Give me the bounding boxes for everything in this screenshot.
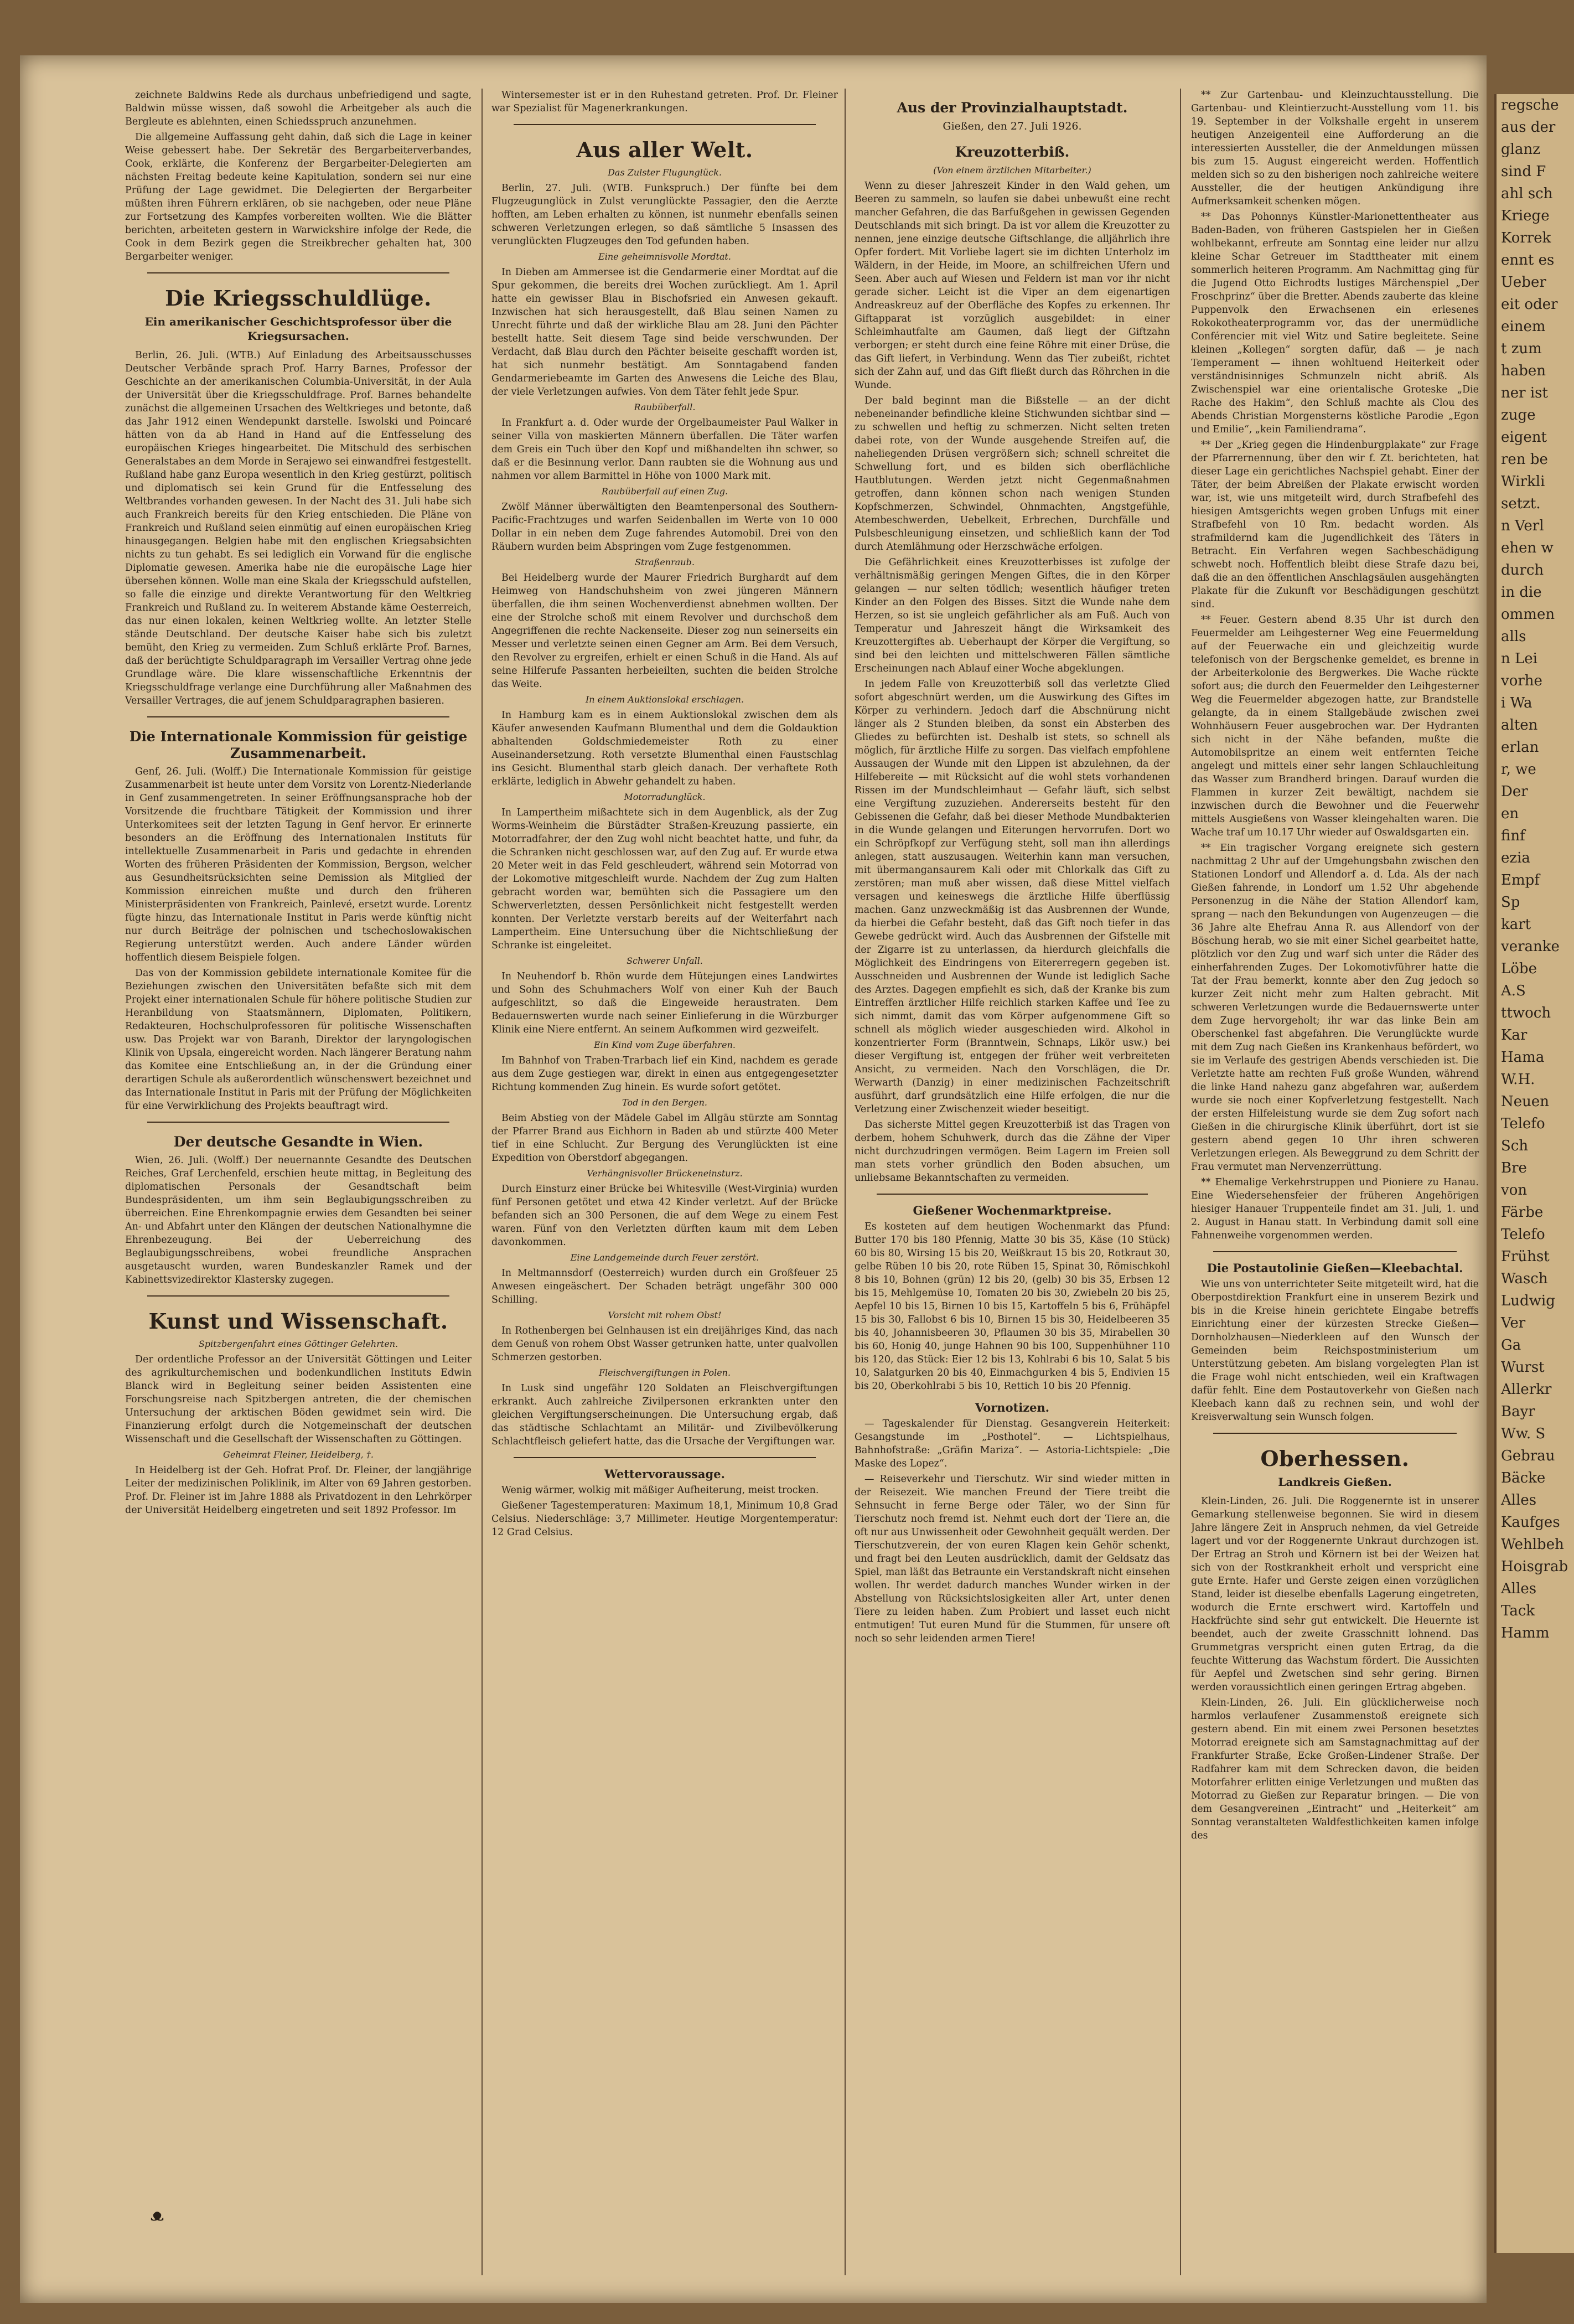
adjacent-page-fragment: en: [1501, 805, 1519, 822]
adjacent-page-fragment: Telefo: [1501, 1115, 1545, 1132]
paragraph: Berlin, 26. Juli. (WTB.) Auf Einladung des Arbeitsausschusses Deutscher Verbände sprach Prof. Harry Barnes, Professor der Geschichte an der amerikanischen Columbia-Universität, in der Aula der Universität über die Kriegsschuldfrage. Prof. Barnes behandelte zunächst die allgemeinen Ursachen des Weltkrieges und betonte, daß das Jahr 1912 einen Wendepunkt darstelle. Iswolski und Poincaré hätten von da ab Hand in Hand auf die Entfesselung des europäischen Krieges hingearbeitet. Die Mitschuld des serbischen Generalstabes an dem Morde in Serajewo sei einwandfrei festgestellt. Rußland habe ganz Europa wesentlich in den Krieg gestürzt, politisch und diplomatisch sei kein Grund für die Entfesselung des Weltbrandes vorhanden gewesen. In der Nacht des 31. Juli habe sich auch Frankreich bereits für den Krieg entschieden. Die Pläne von Frankreich und Rußland seien einmütig auf einen europäischen Krieg hinausgegangen. Belgien habe mit den englischen Kriegsabsichten nichts zu tun gehabt. Es sei lediglich ein Vorwand für die englische Diplomatie gewesen. Amerika habe nie die europäische Lage hier übersehen können. Wolle man eine Skala der Kriegsschuld aufstellen, so falle die einzige und direkte Verantwortung für den Weltkrieg Frankreich und Rußland zu. In weiterem Abstande käme Oesterreich, das nur einen lokalen, keinen Weltkrieg wollte. An letzter Stelle stände Deutschland. Der deutsche Kaiser habe sich bis zuletzt bemüht, den Krieg zu vermeiden. Zum Schluß erklärte Prof. Barnes, daß der berüchtigte Schuldparagraph im Versailler Vertrag ohne jede Grundlage wäre. Die klare wissenschaftliche Erkenntnis der Kriegsschuldfrage verlange eine Durchführung aller Maßnahmen des Versailler Vertrages, die auf jenem Schuldparagraphen basieren.: [125, 350, 472, 706]
adjacent-page-fragment: Bre: [1501, 1160, 1527, 1176]
paragraph: — Tageskalender für Dienstag. Gesangverein Heiterkeit: Gesangstunde im „Posthotel“. — Lichtspielhaus, Bahnhofstraße: „Gräfin Mariza“. — Astoria-Lichtspiele: „Die Maske des Lopez“.: [855, 1418, 1170, 1469]
paragraph: Das sicherste Mittel gegen Kreuzotterbiß ist das Tragen von derbem, hohem Schuhwerk, durch das die Zähne der Viper nicht durchzudringen vermögen. Beim Lagern im Freien soll man stets vorher gründlich den Boden absuchen, um unliebsame Bekanntschaften zu vermeiden.: [855, 1119, 1170, 1184]
adjacent-page-fragment: kart: [1501, 916, 1531, 933]
adjacent-page-fragment: Frühst: [1501, 1248, 1550, 1265]
paragraph: Gießener Tagestemperaturen: Maximum 18,1, Minimum 10,8 Grad Celsius. Niederschläge: 3,7 Millimeter. Heutige Morgentemperatur: 12 Grad Celsius.: [491, 1500, 838, 1538]
divider: [147, 1122, 449, 1123]
adjacent-page-fragment: n Verl: [1501, 518, 1544, 534]
paragraph: In Lampertheim mißachtete sich in dem Augenblick, als der Zug Worms-Weinheim die Bürstädter Straßen-Kreuzung passierte, ein Motorradfahrer, der den Zug wohl nicht beachtet hatte, und fuhr, da die Schranken nicht geschlossen war, auf den Zug auf. Er wurde etwa 20 Meter weit in das Feld geschleudert, während sein Motorrad von der Lokomotive mitgeschleift wurde. Nachdem der Zug zum Halten gebracht worden war, bemühten sich die Passagiere um den Schwerverletzten, dessen Persönlichkeit nicht festgestellt werden konnten. Der Verletzte verstarb bereits auf der Weiterfahrt nach Lampertheim. Eine Untersuchung über die Nichtschließung der Schranke ist eingeleitet.: [491, 807, 838, 951]
column-rule: [481, 89, 483, 2275]
column-1: [125, 89, 472, 2281]
paragraph: — Reiseverkehr und Tierschutz. Wir sind wieder mitten in der Reisezeit. Wie manchen Freund der Tiere treibt die Sehnsucht in ferne Berge oder Täler, wo der Sinn für Tierschutz noch fremd ist. Nehmt euch dort der Tiere an, die oft nur aus Unwissenheit oder Gewohnheit gequält werden. Der Tierschutzverein, der von euren Klagen kein Gehör schenkt, und fragt bei den Leuten ausdrücklich, damit der Geldsatz das Spiel, man läßt das Betraunte ein Verstandskraft nicht einsehen wollen. Ihr werdet dadurch manches Wunder wirken in der Abstellung von Rücksichtslosigkeiten aller Art, unter denen Tiere zu leiden haben. Zum Probiert und lasset euch nicht entmutigen! Tut euren Mund für die Stummen, für unsere oft noch so sehr leidenden armen Tiere!: [855, 1474, 1170, 1644]
adjacent-page-fragment: aus der: [1501, 119, 1556, 136]
paragraph: Wien, 26. Juli. (Wolff.) Der neuernannte Gesandte des Deutschen Reiches, Graf Lerchenfeld, erschien heute mittag, in Begleitung des diplomatischen Personals der Gesandtschaft beim Bundespräsidenten, um ihm sein Beglaubigungsschreiben zu überreichen. Eine Ehrenkompagnie erwies dem Gesandten bei seiner An- und Abfahrt unter den Klängen der deutschen Nationalhymne die Ehrenbezeugung. Bei der Ueberreichung des Beglaubigungsschreibens, wobei freundliche Ansprachen ausgetauscht wurden, waren Bundeskanzler Ramek und der Kabinettsvizedirektor Klastersky zugegen.: [125, 1155, 472, 1285]
adjacent-page-fragment: Der: [1501, 783, 1528, 800]
headline-gesandte: Der deutsche Gesandte in Wien.: [173, 1134, 423, 1150]
adjacent-page-fragment: ehen w: [1501, 540, 1554, 556]
paragraph: In jedem Falle von Kreuzotterbiß soll das verletzte Glied sofort abgeschnürt werden, um die Auswirkung des Giftes im Körper zu verhindern. Jedoch darf die Abschnürung nicht länger als 2 Stunden bleiben, da sonst ein Absterben des Gliedes zu befürchten ist. Deshalb ist stets, so schnell als möglich, für ärztliche Hilfe zu sorgen. Das vielfach empfohlene Aussaugen der Wunde mit den Lippen ist abzulehnen, da der Hilfebereite — mit Rücksicht auf die wohl stets vorhandenen Rissen im der Mundschleimhaut — Gefahr läuft, sich selbst eine Vergiftung zuzuziehen. Andererseits besteht für den Gebissenen die Gefahr, daß bei dieser Methode Mundbakterien in die Wunde gelangen und Eiterungen hervorrufen. Dort wo ein Schröpfkopf zur Verfügung steht, soll man ihn allerdings anlegen, statt auszusaugen. Weiterhin kann man versuchen, mit übermangansaurem Kali oder mit Chlorkalk das Gift zu zerstören; man muß aber wissen, daß diese Mittel vielfach versagen und keineswegs die ärztliche Hilfe überflüssig machen. Ganz unzweckmäßig ist das Ausbrennen der Wunde, da hierbei die Gefahr besteht, daß das Gift noch tiefer in das Gewebe gedrückt wird. Auch das Ausbrennen der Gifstelle mit der Zigarre ist zu unterlassen, da hierdurch gleichfalls die Möglichkeit des Eindringens von Eitererregern gegeben ist. Ausschneiden und Ausbrennen der Wunde ist lediglich Sache des Arztes. Dagegen empfiehlt es sich, daß der Kranke bis zum Eintreffen ärztlicher Hilfe reichlich starken Kaffee und Tee zu sich nimmt, damit das vom Körper aufgenommene Gift so schnell als möglich wieder ausgeschieden wird. Alkohol in konzentrierter Form (Branntwein, Schnaps, Likör usw.) bei dieser Vergiftung ist, entgegen der früher weit verbreiteten Ansicht, zu vermeiden. Nach den Vorschlägen, die Dr. Werwarth (Danzig) in einer medizinischen Fachzeitschrift ausführt, darf grundsätzlich eine Hilfe erfolgen, die nur die Verletzung einer Zwischenzeit wieder beseitigt.: [855, 679, 1170, 1115]
subheadline: Eine Landgemeinde durch Feuer zerstört.: [570, 1252, 759, 1263]
adjacent-page-fragment: W.H.: [1501, 1071, 1535, 1088]
adjacent-page-fragment: eit oder: [1501, 296, 1558, 313]
subheadline: Landkreis Gießen.: [1278, 1475, 1392, 1489]
adjacent-page-fragment: Wehlbeh: [1501, 1536, 1564, 1553]
byline: (Von einem ärztlichen Mitarbeiter.): [933, 165, 1091, 175]
adjacent-page-fragment: finf: [1501, 828, 1525, 844]
subheadline: Schwerer Unfall.: [627, 956, 703, 966]
adjacent-page-fragment: Korrek: [1501, 230, 1551, 246]
paragraph: In Meltmannsdorf (Oesterreich) wurden durch ein Großfeuer 25 Anwesen eingeäschert. Der Schaden beträgt ungefähr 300 000 Schilling.: [491, 1268, 838, 1305]
adjacent-page-fragment: in die: [1501, 584, 1542, 601]
paragraph: In Frankfurt a. d. Oder wurde der Orgelbaumeister Paul Walker in seiner Villa von maskierten Männern überfallen. Die Täter warfen dem Greis ein Tuch über den Kopf und mißhandelten ihn schwer, so daß er die Besinnung verlor. Dann raubten sie die Wohnung aus und nahmen vor allem Barmittel in Höhe von 1000 Mark mit.: [491, 417, 838, 482]
column-4: [1191, 89, 1479, 2281]
paragraph: ** Ehemalige Verkehrstruppen und Pioniere zu Hanau. Eine Wiedersehensfeier der früheren Angehörigen hiesiger Hanauer Truppenteile findet am 31. Juli, 1. und 2. August in Hanau statt. In Verbindung damit soll eine Fahnenweihe vorgenommen werden.: [1191, 1177, 1479, 1241]
paragraph: Klein-Linden, 26. Juli. Die Roggenernte ist in unserer Gemarkung stellenweise begonnen. Sie wird in diesem Jahre längere Zeit in Anspruch nehmen, da viel Getreide lagert und vor der Roggenernte Unkraut durchzogen ist. Der Ertrag an Stroh und Körnern ist bei der Weizen hat sich von der Rostkrankheit erholt und verspricht eine gute Ernte. Hafer und Gerste zeigen einen vorzüglichen Stand, leider ist dieselbe ebenfalls Lagerung eingetreten, wodurch die Ernte erschwert wird. Kartoffeln und Hackfrüchte sind sehr gut entwickelt. Die Heuernte ist beendet, auch der zweite Grasschnitt lohnend. Das Grummetgras verspricht einen guten Ertrag, da die feuchte Witterung das Wachstum fördert. Die Aussichten für Aepfel und Zwetschen sind sehr gering. Birnen werden voraussichtlich einen geringen Ertrag abgeben.: [1191, 1496, 1479, 1693]
adjacent-page-fragment: ezia: [1501, 850, 1530, 866]
adjacent-page-fragment: Ww. S: [1501, 1426, 1546, 1442]
adjacent-page-fragment: vorhe: [1501, 673, 1542, 689]
adjacent-page-fragment: setzt.: [1501, 495, 1541, 512]
adjacent-page-fragment: Alles: [1501, 1492, 1537, 1509]
divider: [147, 1295, 449, 1297]
divider: [1213, 1433, 1457, 1434]
adjacent-page-fragment: Sp: [1501, 894, 1520, 911]
paragraph: Das von der Kommission gebildete internationale Komitee für die Beziehungen zwischen den Universitäten befaßte sich mit dem Projekt einer internationalen Schule für höhere politische Studien zur Heranbildung von Staatsmännern, Diplomaten, Politikern, Redakteuren, Hochschulprofessoren für politische Wissenschaften usw. Das Projekt war von Baranh, Direktor der laryngologischen Klinik von Upsala, eingereicht worden. Nach längerer Beratung nahm das Komitee eine Entschließung an, in der die Gründung einer derartigen Schule als außerordentlich wünschenswert bezeichnet und das Internationale Institut in Paris mit der Prüfung der Möglichkeiten für eine Verwirklichung des Projekts beauftragt wird.: [125, 968, 472, 1112]
paragraph: Berlin, 27. Juli. (WTB. Funkspruch.) Der fünfte bei dem Flugzeugunglück in Zulst verunglückte Passagier, den die Aerzte hofften, am Leben erhalten zu können, ist nunmehr ebenfalls seinen schweren Verletzungen erlegen, so daß sämtliche 5 Insassen des verunglückten Flugzeuges den Tod gefunden haben.: [491, 183, 838, 247]
paragraph: Genf, 26. Juli. (Wolff.) Die Internationale Kommission für geistige Zusammenarbeit ist heute unter dem Vorsitz von Lorentz-Niederlande in Genf zusammengetreten. In seiner Eröffnungsansprache hob der Vorsitzende die fruchtbare Tätigkeit der Kommission und ihrer Unterkomitees seit der letzten Tagung in Genf hervor. Er erinnerte besonders an die Eröffnung des Internationalen Instituts für intellektuelle Zusammenarbeit in Paris und gedachte in ehrenden Worten des früheren Präsidenten der Kommission, Bergson, welcher aus Gesundheitsrücksichten seine Demission als Mitglied der Kommission einreichen mußte und durch den früheren Ministerpräsidenten von Frankreich, Painlevé, ersetzt wurde. Lorentz fügte hinzu, das Internationale Institut in Paris werde künftig nicht nur durch Beiträge der polnischen und tschechoslowakischen Regierung unterstützt werden. Auch andere Länder würden hoffentlich diesem Beispiele folgen.: [125, 766, 472, 963]
paragraph: Beim Abstieg von der Mädele Gabel im Allgäu stürzte am Sonntag der Pfarrer Brand aus Eichhorn in Baden ab und stürzte 400 Meter tief in eine Schlucht. Zur Bergung des Verunglückten ist eine Expedition von Oberstdorf abgegangen.: [491, 1113, 838, 1164]
adjacent-page-fragment: n Lei: [1501, 650, 1537, 667]
adjacent-page-fragment: sind F: [1501, 163, 1546, 180]
paragraph: Wintersemester ist er in den Ruhestand getreten. Prof. Dr. Fleiner war Spezialist für Magenerkrankungen.: [491, 90, 838, 114]
column-3: [855, 89, 1170, 2281]
adjacent-page-fragment: Färbe: [1501, 1204, 1544, 1221]
adjacent-page-fragment: Hama: [1501, 1049, 1545, 1066]
adjacent-page-fragment: ttwoch: [1501, 1005, 1551, 1021]
headline-kunst: Kunst und Wissenschaft.: [148, 1309, 448, 1334]
paragraph: Der bald beginnt man die Bißstelle — an der dicht nebeneinander befindliche kleine Stichwunden sichtbar sind — zu schwellen und heftig zu schmerzen. Nicht selten treten dabei rote, von der Wunde ausgehende Streifen auf, die naheliegenden Drüsen vergrößern sich; schnell schreitet die Schwellung fort, und es bilden sich oberflächliche Hautblutungen. Werden jetzt nicht Gegenmaßnahmen getroffen, dann können schon nach wenigen Stunden Kopfschmerzen, Schwindel, Ohnmachten, Angstgefühle, Atembeschwerden, Uebelkeit, Erbrechen, Durchfälle und Pulsbeschleunigung einsetzen, und schließlich kann der Tod durch Atemlähmung oder Herzschwäche erfolgen.: [855, 395, 1170, 552]
adjacent-page-fragment: regsche: [1501, 97, 1559, 113]
adjacent-page-fragment: ren be: [1501, 451, 1548, 468]
headline-postautolinie: Die Postautolinie Gießen—Kleebachtal.: [1207, 1261, 1463, 1275]
headline-wetter: Wettervoraussage.: [604, 1467, 725, 1481]
adjacent-page-fragment: glanz: [1501, 141, 1540, 158]
paragraph: Der ordentliche Professor an der Universität Göttingen und Leiter des agrikulturchemischen und bodenkundlichen Instituts Edwin Blanck wird in Begleitung seiner beiden Assistenten eine Forschungsreise nach Spitzbergen antreten, die der chemischen Untersuchung der arktischen Böden gewidmet sein wird. Die Finanzierung erfolgt durch die Notgemeinschaft der deutschen Wissenschaft und die Gesellschaft der Wissenschaften zu Göttingen.: [125, 1354, 472, 1445]
dateline: Gießen, den 27. Juli 1926.: [943, 120, 1082, 132]
adjacent-page-fragment: alten: [1501, 717, 1538, 734]
paragraph: zeichnete Baldwins Rede als durchaus unbefriedigend und sagte, Baldwin müsse wissen, daß sowohl die Arbeitgeber als auch die Bergleute es ablehnten, einen Schiedsspruch anzunehmen.: [125, 90, 472, 127]
adjacent-page-fragment: Wasch: [1501, 1271, 1548, 1287]
headline-provinzialhauptstadt: Aus der Provinzialhauptstadt.: [897, 100, 1128, 116]
subheadline: Motorradunglück.: [624, 792, 706, 802]
newspaper-page: [20, 55, 1487, 2303]
adjacent-page-fragment: Ludwig: [1501, 1293, 1555, 1309]
divider: [147, 716, 449, 717]
adjacent-page-fragment: zuge: [1501, 407, 1536, 424]
adjacent-page-fragment: Ueber: [1501, 274, 1546, 291]
paragraph: ** Der „Krieg gegen die Hindenburgplakate“ zur Frage der Pfarrernennung, über den wir f. Zt. berichteten, hat dieser Lage ein gerichtliches Nachspiel gehabt. Einer der Täter, der beim Abreißen der Plakate erwischt worden war, ist, wie uns mitgeteilt wird, durch Strafbefehl des hiesigen Amtsgerichts wegen groben Unfugs mit einer Strafbefehl von 10 Rm. bedacht worden. Als strafmildernd kam die Jugendlichkeit des Täters in Betracht. Ein Verfahren wegen Sachbeschädigung schwebt noch. Hoffentlich bleibt diese Strafe dazu bei, daß die an den öffentlichen Anschlagsäulen ausgehängten Plakate für die Zukunft vor Beschädigungen geschützt sind.: [1191, 440, 1479, 610]
adjacent-page-fragment: alls: [1501, 628, 1526, 645]
paragraph: Die allgemeine Auffassung geht dahin, daß sich die Lage in keiner Weise gebessert habe. Der Sekretär des Bergarbeiterverbandes, Cook, erklärte, die Konferenz der Bergarbeiter-Delegierten am nächsten Freitag bedeute keine Kapitulation, sondern sei nur eine Prüfung der Lage gewidmet. Die Delegierten der Bergarbeiter müßten ihren Führern erklären, ob sie nachgeben, oder neue Pläne zur Fortsetzung des Kampfes vorbereiten wollten. Wie die Blätter berichten, arbeiteten gestern in Warwickshire infolge der Rede, die Cook in dem Bezirk gegen die Streikbrecher gehalten hat, 300 Bergarbeiter weniger.: [125, 132, 472, 262]
divider: [1213, 1251, 1457, 1252]
headline-vornotizen: Vornotizen.: [975, 1401, 1050, 1414]
headline-kreuzotterbiss: Kreuzotterbiß.: [955, 144, 1070, 160]
adjacent-page-fragment: Bayr: [1501, 1403, 1535, 1420]
adjacent-page-fragment: Empf: [1501, 872, 1540, 889]
paragraph: In Hamburg kam es in einem Auktionslokal zwischen dem als Käufer anwesenden Kaufmann Blumenthal und dem die Goldauktion abhaltenden Goldschmiedemeister Roth zu einer Auseinandersetzung. Roth versetzte Blumenthal einen Faustschlag ins Gesicht. Blumenthal starb gleich danach. Der verhaftete Roth erklärte, lediglich in Abwehr gehandelt zu haben.: [491, 710, 838, 787]
paragraph: ** Zur Gartenbau- und Kleinzuchtausstellung. Die Gartenbau- und Kleintierzucht-Ausstellung vom 11. bis 19. September in der Volkshalle ergeht in unserem heutigen Anzeigenteil eine Aufforderung an die interessierten Aussteller, die der Anmeldungen müssen bis zum 15. August eingereicht werden. Hoffentlich melden sich so zu den bisherigen noch zahlreiche weitere Aussteller, die der heutigen Ankündigung ihre Aufmerksamkeit schenken mögen.: [1191, 90, 1479, 207]
adjacent-page-fragment: durch: [1501, 562, 1544, 579]
adjacent-page-fragment: Neuen: [1501, 1093, 1550, 1110]
column-2: [491, 89, 838, 2281]
adjacent-page-fragment: Kar: [1501, 1027, 1528, 1044]
paragraph: ** Feuer. Gestern abend 8.35 Uhr ist durch den Feuermelder am Leihgesterner Weg eine Feuermeldung auf der Feuerwache ein und gleichzeitig wurde telefonisch von der Bergschenke gemeldet, es brenne in der Arbeiterkolonie des Bergwerkes. Die Wache rückte sofort aus; die durch den Feuermelder den Leihgesterner Weg die Feuermelder abgezogen hatte, zur Brandstelle gelangte, da in einem Stallgebäude zwischen zwei Wohnhäusern Feuer ausgebrochen war. Der Hydranten sich nicht in der Nähe befanden, mußte die Automobilspritze an einem weit entfernten Teiche angelegt und mittels einer sehr langen Schlauchleitung das Wasser zum Brandherd bringen. Darauf wurden die Flammen in kurzer Zeit bewältigt, nachdem sie inzwischen durch die Bewohner und die Feuerwehr mittels Ausgießens von Wasser kleingehalten waren. Die Wache traf um 10.17 Uhr wieder auf Oswaldsgarten ein.: [1191, 614, 1479, 838]
adjacent-page-fragment: Sch: [1501, 1138, 1529, 1154]
adjacent-page-fragment: i Wa: [1501, 695, 1532, 711]
adjacent-page-fragment: Löbe: [1501, 960, 1537, 977]
paragraph: Es kosteten auf dem heutigen Wochenmarkt das Pfund: Butter 170 bis 180 Pfennig, Matte 30 bis 35, Käse (10 Stück) 60 bis 80, Wirsing 15 bis 20, Weißkraut 15 bis 20, Rotkraut 30, gelbe Rüben 10 bis 20, rote Rüben 15, Spinat 30, Römischkohl 8 bis 10, Bohnen (grün) 12 bis 20, (gelb) 30 bis 35, Erbsen 12 bis 15, Mehlgemüse 10, Tomaten 20 bis 30, Zwiebeln 20 bis 25, Aepfel 10 bis 15, Birnen 10 bis 15, Kartoffeln 5 bis 6, Frühäpfel 15 bis 30, Fallobst 6 bis 10, Birnen 15 bis 30, Heidelbeeren 35 bis 40, Johannisbeeren 30, Pflaumen 30 bis 35, Mirabellen 30 bis 60, Honig 40, junge Hahnen 90 bis 100, Suppenhühner 110 bis 120, das Stück: Eier 12 bis 13, Kohlrabi 6 bis 10, Salat 5 bis 10, Salatgurken 20 bis 40, Einmachgurken 4 bis 5, Endivien 15 bis 20, Oberkohlrabi 5 bis 10, Rettich 10 bis 20 Pfennig.: [855, 1221, 1170, 1392]
adjacent-page-fragment: erlan: [1501, 739, 1539, 756]
paragraph: In Dieben am Ammersee ist die Gendarmerie einer Mordtat auf die Spur gekommen, die bereits drei Wochen zurückliegt. Am 1. April hatte ein gewisser Blau in Bischofsried ein Anwesen gekauft. Inzwischen hat sich herausgestellt, daß Blau seinen Namen zu Unrecht führte und daß der wirkliche Blau am 28. Juni den Pächter bestellt hatte. Seit diesem Tage sind beide verschwunden. Der Verdacht, daß Blau durch den Pächter beiseite geschafft worden ist, hat sich nunmehr bestätigt. Am Sonntagabend fanden Gendarmeriebeamte im Garten des Anwesens die Leiche des Blau, der viele Verletzungen aufwies. Von dem Täter fehlt jede Spur.: [491, 267, 838, 397]
paragraph: In Lusk sind ungefähr 120 Soldaten an Fleischvergiftungen erkrankt. Auch zahlreiche Zivilpersonen erkrankten unter den gleichen Vergiftungserscheinungen. Die Untersuchung ergab, daß das städtische Schlachtamt an Militär- und Zivilbevölkerung Schlachtfleisch geliefert hatte, das die Ursache der Vergiftungen war.: [491, 1383, 838, 1447]
subheadline: Vorsicht mit rohem Obst!: [608, 1310, 722, 1320]
paragraph: Wie uns von unterrichteter Seite mitgeteilt wird, hat die Oberpostdirektion Frankfurt eine in unserem Bezirk und bis in die Kreise hinein gerichtete Eingabe betreffs Einrichtung einer der kürzesten Strecke Gießen—Dornholzhausen—Niederkleen auf den Wunsch der Gemeinden beim Reichspostministerium um Unterstützung gebeten. Am bislang vorgelegten Plan ist die Frage wohl nicht entschieden, weil ein Kraftwagen dafür fehlt. Eine dem Postautoverkehr von Gießen nach Kleebach kann daß zu rechnen sein, und wohl der Kreisverwaltung sein Wunsch folgen.: [1191, 1279, 1479, 1423]
paragraph: Die Gefährlichkeit eines Kreuzotterbisses ist zufolge der verhältnismäßig geringen Mengen Giftes, die in den Körper gelangen — nur selten tödlich; wesentlich häufiger treten Kinder an den Folgen des Bisses. Sitzt die Wunde nahe dem Herzen, so ist sie ungleich gefährlicher als am Fuß. Auch von Temperatur und Jahreszeit hängt die Wirksamkeit des Kreuzottergiftes ab. Ueberhaupt der Körper die Vergiftung, so sind bei den leichten und mittelschweren Fällen sämtliche Erscheinungen nach Ablauf einer Woche abgeklungen.: [855, 557, 1170, 674]
column-rule: [845, 89, 846, 2275]
page-mark: ᴥ: [151, 2206, 164, 2225]
paragraph: Im Bahnhof von Traben-Trarbach lief ein Kind, nachdem es gerade aus dem Zuge gestiegen war, direkt in einen aus entgegengesetzter Richtung kommenden Zug hinein. Es wurde sofort getötet.: [491, 1055, 838, 1093]
adjacent-page-fragment: Ver: [1501, 1315, 1526, 1331]
adjacent-page-fragment: eigent: [1501, 429, 1547, 446]
paragraph: Wenig wärmer, wolkig mit mäßiger Aufheiterung, meist trocken.: [501, 1485, 819, 1496]
paragraph: ** Das Pohonnys Künstler-Marionettentheater aus Baden-Baden, von früheren Gastspielen her in Gießen wohlbekannt, erfreute am Sonntag eine leider nur allzu kleine Schar Getreuer im Stadttheater mit einem sommerlich heiteren Programm. Am Nachmittag ging für die Jugend Otto Eichrodts lustiges Märchenspiel „Der Froschprinz“ über die Bretter. Abends zauberte das kleine Puppenvolk den Erwachsenen ein erlesenes Rokokotheaterprogramm vor, das der unermüdliche Conférencier mit viel Witz und Satire begleitete. Seine kleinen „Kollegen“ sorgten dafür, daß — je nach Temperament — ihnen wohltuend Heiterkeit oder verständnisinniges Schmunzeln nicht abriß. Als Zwischenspiel war eine orientalische Groteske „Die Rache des Hakim“, den Schluß machte als Clou des Abends Christian Morgensterns köstliche Parodie „Egon und Emilie“, „kein Familiendrama“.: [1191, 211, 1479, 435]
subheadline: In einem Auktionslokal erschlagen.: [585, 694, 744, 705]
subheadline: Verhängnisvoller Brückeneinsturz.: [587, 1168, 743, 1179]
paragraph: ** Ein tragischer Vorgang ereignete sich gestern nachmittag 2 Uhr auf der Umgehungsbahn zwischen den Stationen Londorf und Allendorf a. d. Lda. Als der nach Gießen fahrende, in Londorf um 1.52 Uhr abgehende Personenzug in die Nähe der Station Allendorf kam, sprang — nach den Bekundungen von Augenzeugen — die 36 Jahre alte Ehefrau Anna R. aus Allendorf von der Böschung herab, wo sie mit einer Sichel gearbeitet hatte, plötzlich vor den Zug und warf sich unter die Räder des einherfahrenden Zuges. Der Lokomotivführer hatte die Tat der Frau bemerkt, konnte aber den Zug jedoch so kurzer Zeit nicht mehr zum Halten gebracht. Mit schweren Verletzungen wurde die Bedauernswerte unter dem Zuge hervorgeholt; ihr war das linke Bein am Oberschenkel fast abgefahren. Die Verunglückte wurde mit dem Zug nach Gießen ins Krankenhaus befördert, wo sie im Verlaufe des gestrigen Abends verschieden ist. Die Verletzte hatte am rechten Fuß große Wunden, während die linke Hand nahezu ganz abgefahren war, außerdem wurde sie noch einer Kopfverletzung festgestellt. Nach der ersten Hilfeleistung wurde sie dem Zug sofort nach Gießen in die chirurgische Klinik überführt, dort ist sie gestern abend gegen 10 Uhr ihren schweren Verletzungen erlegen. Als Beweggrund zu dem Schritt der Frau vermutet man Nervenzerrüttung.: [1191, 843, 1479, 1173]
paragraph: In Rothenbergen bei Gelnhausen ist ein dreijähriges Kind, das nach dem Genuß von rohem Obst Wasser getrunken hatte, unter qualvollen Schmerzen gestorben.: [491, 1325, 838, 1363]
divider: [147, 272, 449, 273]
paragraph: Zwölf Männer überwältigten den Beamtenpersonal des Southern-Pacific-Frachtzuges und warfen Seidenballen im Werte von 10 000 Dollar in ein neben dem Zuge fahrendes Automobil. Drei von den Räubern wurden beim Abspringen vom Zuge festgenommen.: [491, 502, 838, 552]
adjacent-page-edge: [1494, 94, 1574, 2253]
headline-wochenmarkt: Gießener Wochenmarktpreise.: [913, 1204, 1112, 1217]
adjacent-page-fragment: von: [1501, 1182, 1528, 1199]
headline-kriegsschuld: Die Kriegsschuldlüge.: [165, 286, 432, 311]
adjacent-page-fragment: Kriege: [1501, 208, 1550, 224]
adjacent-page-fragment: Telefo: [1501, 1226, 1545, 1243]
subheadline: Tod in den Bergen.: [622, 1097, 707, 1108]
adjacent-page-fragment: Wurst: [1501, 1359, 1545, 1376]
headline-aus-aller-welt: Aus aller Welt.: [576, 137, 753, 162]
adjacent-page-fragment: A.S: [1501, 983, 1526, 999]
subheadline: Straßenraub.: [635, 557, 695, 567]
adjacent-page-fragment: Tack: [1501, 1603, 1535, 1619]
divider: [514, 124, 816, 125]
column-rule: [1180, 89, 1181, 2275]
subheadline: Ein amerikanischer Geschichtsprofessor über die Kriegsursachen.: [144, 315, 452, 343]
paragraph: Bei Heidelberg wurde der Maurer Friedrich Burghardt auf dem Heimweg von Handschuhsheim von zwei jüngeren Männern überfallen, die ihm seinen Wochenverdienst abnehmen wollten. Der eine der Strolche schoß mit einem Revolver und durchschoß dem Angegriffenen die rechte Nackenseite. Dieser zog nun seinerseits ein Messer und verletzte seinen einen Gegner am Arm. Bei dem Versuch, den Revolver zu ergreifen, erhielt er einen Schuß in die Hand. Als auf seine Hilferufe Passanten herbeieilten, suchten die beiden Strolche das Weite.: [491, 572, 838, 690]
adjacent-page-fragment: einem: [1501, 318, 1546, 335]
subheadline: Eine geheimnisvolle Mordtat.: [598, 251, 731, 262]
adjacent-page-fragment: r, we: [1501, 761, 1536, 778]
adjacent-page-fragment: ommen: [1501, 606, 1555, 623]
adjacent-page-fragment: veranke: [1501, 938, 1560, 955]
adjacent-page-fragment: ahl sch: [1501, 185, 1553, 202]
subheadline: Fleischvergiftungen in Polen.: [598, 1367, 731, 1378]
adjacent-page-fragment: Hamm: [1501, 1625, 1550, 1641]
subheadline: Geheimrat Fleiner, Heidelberg, †.: [223, 1449, 374, 1460]
adjacent-page-fragment: ner ist: [1501, 385, 1548, 401]
adjacent-page-fragment: Bäcke: [1501, 1470, 1546, 1486]
subheadline: Spitzbergenfahrt eines Göttinger Gelehrten.: [198, 1339, 398, 1349]
divider: [877, 1194, 1148, 1195]
adjacent-page-fragment: t zum: [1501, 340, 1542, 357]
adjacent-page-fragment: Hoisgrab: [1501, 1558, 1568, 1575]
headline-oberhessen: Oberhessen.: [1260, 1446, 1410, 1471]
adjacent-page-fragment: Allerkr: [1501, 1381, 1552, 1398]
adjacent-page-fragment: haben: [1501, 363, 1546, 379]
subheadline: Raubüberfall.: [634, 402, 696, 412]
adjacent-page-fragment: Wirkli: [1501, 473, 1545, 490]
subheadline: Das Zulster Flugunglück.: [608, 167, 722, 178]
adjacent-page-fragment: Kaufges: [1501, 1514, 1560, 1531]
paragraph: Wenn zu dieser Jahreszeit Kinder in den Wald gehen, um Beeren zu sammeln, so laufen sie dabei unbewußt eine recht mancher Gefahren, die das Barfußgehen in gewissen Gegenden Deutschlands mit sich bringt. Da ist vor allem die Kreuzotter zu nennen, jene einzige deutsche Giftschlange, die alljährlich ihre Opfer fordert. Mit Vorliebe lagert sie im dichten Unterholz im Wäldern, in der Heide, im Moore, an schilfreichen Ufern und Seen. Aber auch auf Wiesen und Feldern ist man vor ihr nicht gerade sicher. Leicht ist die Viper an dem eigenartigen Andreaskreuz auf der Oberfläche des Kopfes zu erkennen. Ihr Giftapparat ist vorzüglich ausgebildet: in einer Schleimhautfalte am Gaumen, daß liegt der Giftzahn verborgen; er steht durch eine feine Röhre mit einer Drüse, die das Gift liefert, in Verbindung. Wenn das Tier zubeißt, richtet sich der Zahn auf, und das Gift fließt durch das Röhrchen in die Wunde.: [855, 180, 1170, 391]
paragraph: In Neuhendorf b. Rhön wurde dem Hütejungen eines Landwirtes und Sohn des Schuhmachers Wolf von einer Kuh der Bauch aufgeschlitzt, so daß die Eingeweide heraustraten. Dem Bedauernswerten wurde nach seiner Einlieferung in die Würzburger Klinik eine Niere entfernt. An seinem Aufkommen wird gezweifelt.: [491, 971, 838, 1035]
adjacent-page-fragment: ennt es: [1501, 252, 1555, 268]
subheadline: Ein Kind vom Zuge überfahren.: [594, 1040, 736, 1050]
paragraph: Klein-Linden, 26. Juli. Ein glücklicherweise noch harmlos verlaufener Zusammenstoß ereignete sich gestern abend. Ein mit einem zwei Personen besetztes Motorrad ereignete sich am Samstagnachmittag auf der Frankfurter Straße, Ecke Großen-Lindener Straße. Der Radfahrer kam mit dem Schrecken davon, die beiden Motorfahrer erlitten einige Verletzungen und mußten das Motorrad zu Gießen zur Reparatur bringen. — Die von dem Gesangvereinen „Eintracht“ und „Heiterkeit“ am Sonntag veranstalteten Waldfestlichkeiten kamen infolge des: [1191, 1697, 1479, 1841]
paragraph: Durch Einsturz einer Brücke bei Whitesville (West-Virginia) wurden fünf Personen getötet und etwa 42 Kinder verletzt. Auf der Brücke befanden sich an 300 Personen, die auf dem Wege zu einem Fest waren. Fünf von den Verletzten dürften kaum mit dem Leben davonkommen.: [491, 1184, 838, 1248]
subheadline: Raubüberfall auf einen Zug.: [601, 486, 728, 497]
divider: [514, 1457, 816, 1458]
headline-kommission: Die Internationale Kommission für geistige Zusammenarbeit.: [129, 729, 468, 761]
adjacent-page-fragment: Gebrau: [1501, 1448, 1555, 1464]
paragraph: In Heidelberg ist der Geh. Hofrat Prof. Dr. Fleiner, der langjährige Leiter der medizinischen Poliklinik, im Alter von 69 Jahren gestorben. Prof. Dr. Fleiner ist im Jahre 1888 als Privatdozent in den Lehrkörper der Universität Heidelberg eingetreten und seit 1892 Professor. Im: [125, 1465, 472, 1516]
adjacent-page-fragment: Alles: [1501, 1581, 1537, 1597]
adjacent-page-fragment: Ga: [1501, 1337, 1521, 1354]
